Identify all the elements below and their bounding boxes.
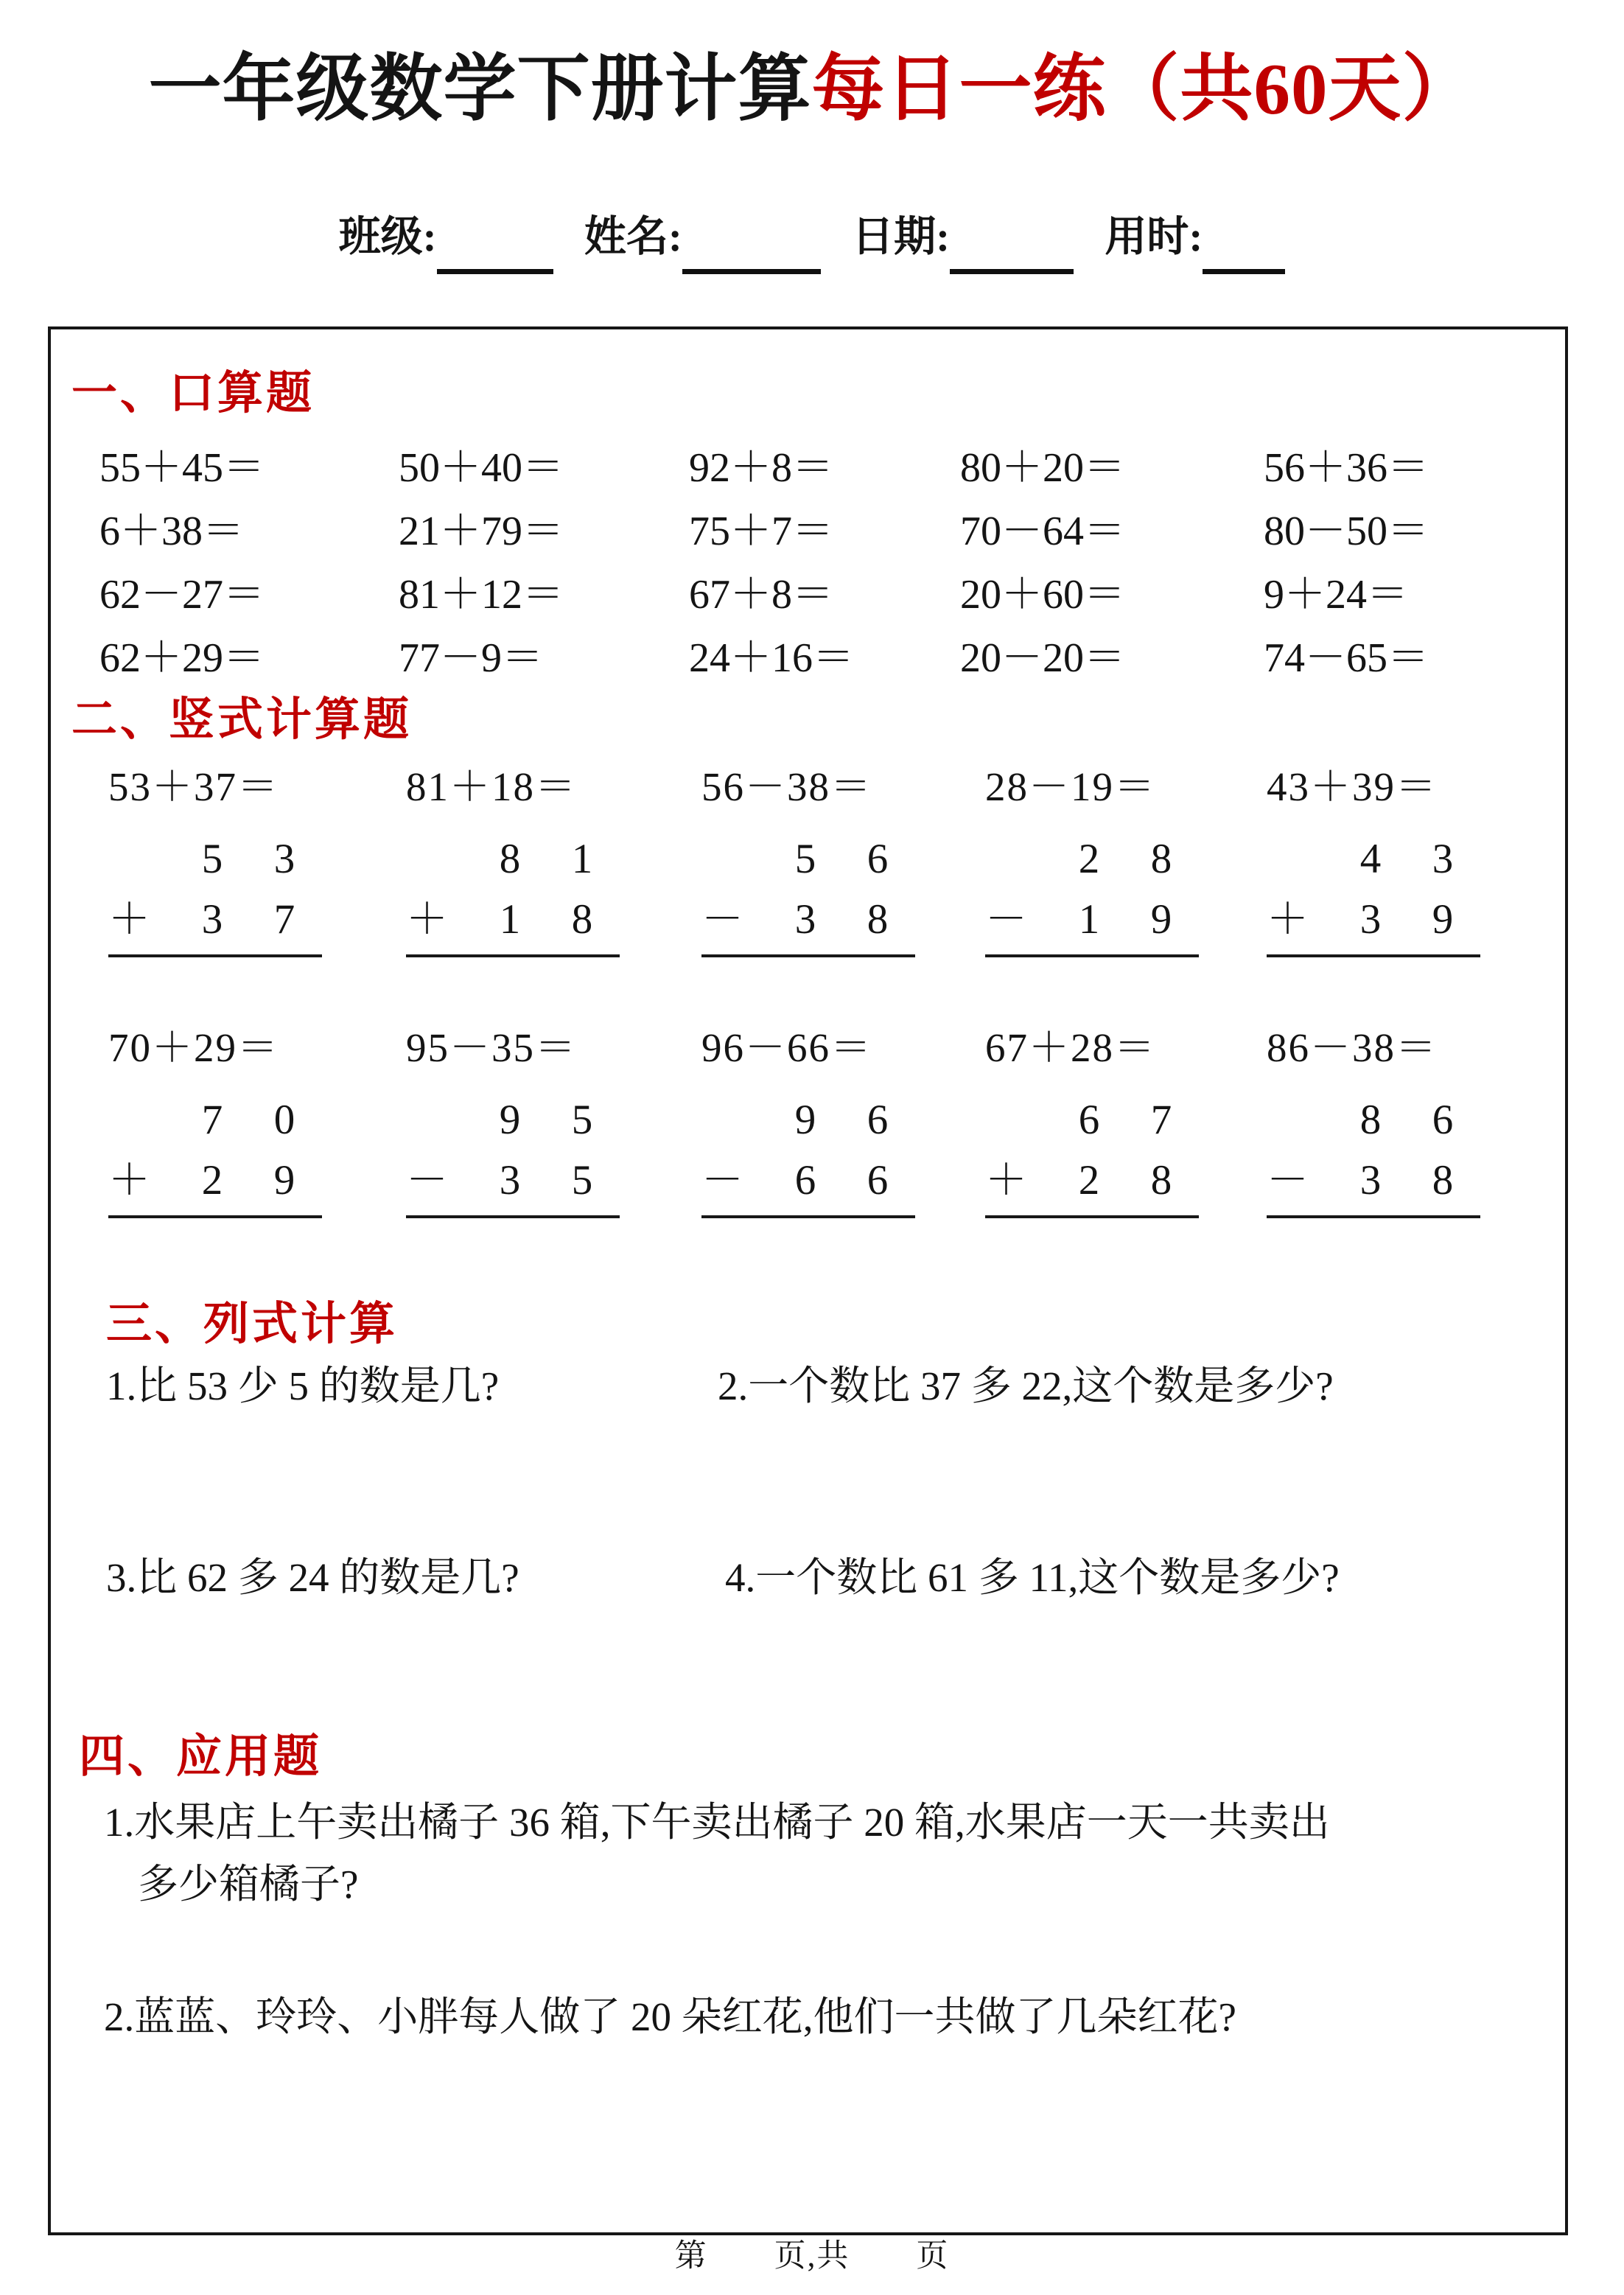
vertical-problem-equation: 81＋18＝	[406, 764, 578, 809]
section3-heading: 三、列式计算	[106, 1299, 399, 1349]
operator-sign: －	[701, 1157, 743, 1204]
top-digit: 8	[499, 836, 521, 882]
date-label: 日期:	[852, 214, 951, 260]
top-digit: 9	[794, 1097, 816, 1143]
top-digit: 9	[499, 1097, 521, 1143]
column-calc-item-4: 4.一个数比 61 多 11,这个数是多少?	[725, 1555, 1340, 1600]
vertical-problem	[985, 1024, 1267, 1218]
vertical-problems-row2	[108, 1024, 1480, 1218]
operator-sign: ＋	[985, 1157, 1027, 1204]
top-digit: 0	[273, 1097, 295, 1143]
oral-problem: 77－9＝	[399, 635, 543, 681]
top-digit: 7	[1150, 1097, 1172, 1143]
page-title	[0, 31, 1624, 149]
oral-problems-grid	[99, 441, 1429, 695]
top-digit: 6	[867, 1097, 889, 1143]
top-digit: 7	[201, 1097, 223, 1143]
oral-problem: 70－64＝	[960, 509, 1125, 554]
bottom-digit: 8	[571, 896, 593, 943]
oral-problem: 62－27＝	[99, 572, 265, 618]
operator-sign: ＋	[108, 896, 150, 943]
page-title-black: 一年级数学下册计算	[148, 49, 812, 130]
answer-line	[406, 954, 620, 957]
answer-line	[985, 1215, 1199, 1218]
vertical-problem-equation: 53＋37＝	[108, 764, 280, 809]
bottom-digit: 1	[1078, 896, 1100, 943]
time-label: 用时:	[1105, 214, 1203, 260]
top-digit: 8	[1359, 1097, 1382, 1143]
vertical-problem-equation: 86－38＝	[1267, 1025, 1438, 1070]
bottom-digit: 2	[201, 1157, 223, 1204]
vertical-problem	[406, 1024, 701, 1218]
top-digit: 6	[1432, 1097, 1454, 1143]
oral-problem: 56＋36＝	[1264, 445, 1429, 491]
bottom-digit: 8	[1432, 1157, 1454, 1204]
vertical-problem	[1267, 763, 1480, 957]
bottom-digit: 3	[794, 896, 816, 943]
vertical-problem-equation: 96－66＝	[701, 1025, 873, 1070]
answer-line	[1267, 1215, 1480, 1218]
bottom-digit: 7	[273, 896, 295, 943]
section2-heading: 二、竖式计算题	[71, 695, 413, 745]
oral-problem: 20＋60＝	[960, 572, 1125, 618]
answer-line	[108, 1215, 322, 1218]
name-field	[584, 200, 821, 274]
operator-sign: －	[406, 1157, 448, 1204]
top-digit: 3	[1432, 836, 1454, 882]
time-field	[1105, 200, 1285, 274]
bottom-digit: 6	[794, 1157, 816, 1204]
vertical-problem-equation: 95－35＝	[406, 1025, 578, 1070]
operator-sign: －	[701, 896, 743, 943]
oral-problem: 24＋16＝	[689, 635, 854, 681]
column-calc-item-3: 3.比 62 多 24 的数是几?	[106, 1555, 519, 1600]
bottom-digit: 3	[1359, 896, 1382, 943]
oral-problem: 80－50＝	[1264, 509, 1429, 554]
section4-heading: 四、应用题	[79, 1732, 323, 1782]
top-digit: 8	[1150, 836, 1172, 882]
top-digit: 2	[1078, 836, 1100, 882]
oral-problem: 92＋8＝	[689, 445, 833, 491]
vertical-problem	[108, 763, 406, 957]
bottom-digit: 9	[1150, 896, 1172, 943]
word-problem-1-line2: 多少箱橘子?	[138, 1862, 359, 1907]
bottom-digit: 6	[867, 1157, 889, 1204]
worksheet-body-box	[48, 326, 1568, 2235]
top-digit: 6	[1078, 1097, 1100, 1143]
oral-problem: 81＋12＝	[399, 572, 564, 618]
vertical-problem-equation: 67＋28＝	[985, 1025, 1157, 1070]
oral-problem: 75＋7＝	[689, 509, 833, 554]
vertical-problem	[701, 763, 985, 957]
bottom-digit: 9	[1432, 896, 1454, 943]
oral-problem: 55＋45＝	[99, 445, 265, 491]
date-blank	[950, 227, 1074, 274]
student-info-line	[0, 200, 1624, 274]
vertical-problem	[108, 1024, 406, 1218]
oral-problem: 74－65＝	[1264, 635, 1429, 681]
name-blank	[682, 227, 821, 274]
answer-line	[701, 954, 915, 957]
page-footer: 第 页,共 页	[674, 2239, 950, 2274]
top-digit: 6	[867, 836, 889, 882]
bottom-digit: 1	[499, 896, 521, 943]
vertical-problem-equation: 70＋29＝	[108, 1025, 280, 1070]
bottom-digit: 9	[273, 1157, 295, 1204]
bottom-digit: 2	[1078, 1157, 1100, 1204]
bottom-digit: 3	[201, 896, 223, 943]
bottom-digit: 5	[571, 1157, 593, 1204]
column-calc-item-1: 1.比 53 少 5 的数是几?	[106, 1363, 500, 1408]
top-digit: 5	[201, 836, 223, 882]
class-field	[339, 200, 553, 274]
vertical-problem	[1267, 1024, 1480, 1218]
bottom-digit: 8	[1150, 1157, 1172, 1204]
oral-problem: 9＋24＝	[1264, 572, 1408, 618]
answer-line	[406, 1215, 620, 1218]
answer-line	[701, 1215, 915, 1218]
operator-sign: ＋	[406, 896, 448, 943]
operator-sign: ＋	[108, 1157, 150, 1204]
name-label: 姓名:	[584, 214, 682, 260]
date-field	[852, 200, 1074, 274]
bottom-digit: 8	[867, 896, 889, 943]
word-problem-1-line1: 1.水果店上午卖出橘子 36 箱,下午卖出橘子 20 箱,水果店一天一共卖出	[104, 1800, 1330, 1845]
top-digit: 5	[571, 1097, 593, 1143]
word-problem-2: 2.蓝蓝、玲玲、小胖每人做了 20 朵红花,他们一共做了几朵红花?	[104, 1994, 1236, 2039]
top-digit: 5	[794, 836, 816, 882]
answer-line	[985, 954, 1199, 957]
operator-sign: －	[1267, 1157, 1309, 1204]
oral-problem: 62＋29＝	[99, 635, 265, 681]
top-digit: 1	[571, 836, 593, 882]
vertical-problem-equation: 43＋39＝	[1267, 764, 1438, 809]
vertical-problem	[701, 1024, 985, 1218]
section1-heading: 一、口算题	[71, 368, 315, 419]
oral-problem: 50＋40＝	[399, 445, 564, 491]
top-digit: 4	[1359, 836, 1382, 882]
oral-problem: 20－20＝	[960, 635, 1125, 681]
vertical-problems-row1	[108, 763, 1480, 957]
answer-line	[108, 954, 322, 957]
vertical-problem	[985, 763, 1267, 957]
top-digit: 3	[273, 836, 295, 882]
bottom-digit: 3	[499, 1157, 521, 1204]
time-blank	[1203, 227, 1285, 274]
bottom-digit: 3	[1359, 1157, 1382, 1204]
class-blank	[437, 227, 553, 274]
vertical-problem-equation: 28－19＝	[985, 764, 1157, 809]
vertical-problem	[406, 763, 701, 957]
page-title-red: 每日一练（共60天）	[811, 49, 1476, 130]
vertical-problem-equation: 56－38＝	[701, 764, 873, 809]
column-calc-item-2: 2.一个数比 37 多 22,这个数是多少?	[718, 1363, 1334, 1408]
operator-sign: ＋	[1267, 896, 1309, 943]
class-label: 班级:	[338, 214, 437, 260]
oral-problem: 21＋79＝	[399, 509, 564, 554]
oral-problem: 80＋20＝	[960, 445, 1125, 491]
oral-problem: 67＋8＝	[689, 572, 833, 618]
oral-problem: 6＋38＝	[99, 509, 244, 554]
answer-line	[1267, 954, 1480, 957]
operator-sign: －	[985, 896, 1027, 943]
